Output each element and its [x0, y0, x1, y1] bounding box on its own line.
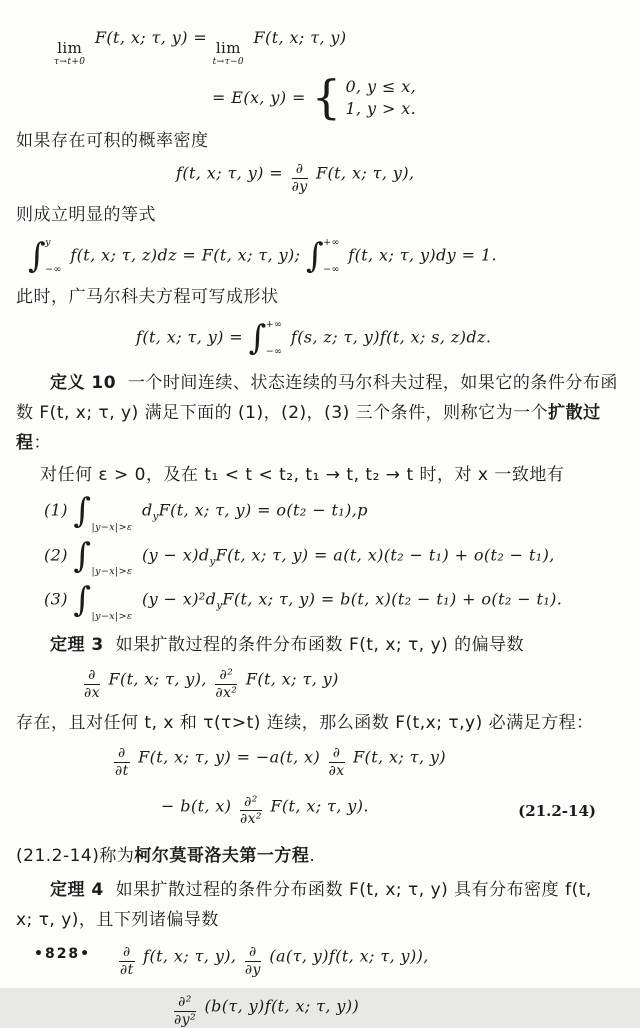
integral-domain: |y−x|>ε — [91, 521, 133, 533]
identity-body-1: f(t, x; τ, z)dz = F(t, x; τ, y); — [70, 245, 306, 265]
definition-10-line1 — [16, 368, 622, 398]
integral — [73, 491, 92, 532]
identity-body-2: f(t, x; τ, y)dy = 1. — [348, 245, 497, 265]
integral — [73, 535, 92, 576]
theorem-4-label: 定理 4 — [50, 880, 104, 900]
upper-limit: +∞ — [323, 237, 340, 249]
lower-limit: −∞ — [45, 264, 62, 276]
condition-3 — [44, 580, 622, 622]
kolmogorov-segment: F(t, x; τ, y) — [353, 747, 446, 767]
definition-10-text: 数 F(t, x; τ, y) 满足下面的 (1)，(2)，(3) 三个条件，则称它为一个 — [16, 403, 549, 424]
page-number: •828• — [34, 946, 92, 962]
fraction-denominator: ∂x — [328, 762, 345, 779]
partial-fraction — [329, 746, 345, 778]
paragraph-uniform-condition: 对任何 ε > 0，及在 t₁ < t < t₂, t₁ → t, t₂ → t 时，对 x 一致地有 — [40, 465, 565, 486]
condition-label: (2) — [44, 545, 68, 565]
lim-subscript: t→τ−0 — [212, 57, 245, 67]
partial-fraction — [114, 746, 130, 778]
fraction-denominator: ∂x² — [215, 684, 238, 701]
chapman-rhs: f(s, z; τ, y)f(t, x; s, z)dz. — [290, 327, 492, 347]
fraction-numerator: ∂ — [114, 746, 130, 763]
derivative-segment: f(t, x; τ, y), — [143, 946, 242, 966]
kolmogorov-first-equation-term: 柯尔莫哥洛夫第一方程 — [134, 846, 310, 866]
integral-sign: ∫ — [248, 318, 267, 359]
integral-limits — [323, 236, 340, 276]
left-brace: { — [311, 69, 342, 124]
partial-fraction — [84, 668, 100, 700]
chapman-lhs: f(t, x; τ, y) = — [136, 327, 249, 347]
lim-word: lim — [215, 39, 241, 57]
theorem-3-text: 如果扩散过程的条件分布函数 F(t, x; τ, y) 的偏导数 — [115, 634, 525, 655]
condition-body: F(t, x; τ, y) = a(t, x)(t₂ − t₁) + o(t₂ − t₁), — [215, 545, 555, 565]
definition-10-line3 — [16, 428, 622, 458]
kolmogorov-segment: F(t, x; τ, y). — [270, 796, 369, 816]
fraction-numerator: ∂² — [174, 995, 196, 1012]
partial-fraction — [215, 668, 237, 700]
equation-number: (21.2-14) — [518, 801, 596, 820]
differential-subscript: y — [209, 556, 216, 568]
fraction-denominator: ∂t — [114, 762, 129, 779]
condition-1 — [44, 491, 622, 533]
limit-equation-tail: F(t, x; τ, y) — [253, 28, 347, 47]
limit-operator — [54, 41, 85, 67]
integral-sign: ∫ — [73, 491, 92, 532]
paragraph-first-equation-name — [16, 841, 622, 871]
lower-limit: −∞ — [265, 346, 283, 358]
first-equation-pre: (21.2-14)称为 — [16, 846, 135, 866]
paragraph-exists: 存在，且对任何 t, x 和 τ(τ>t) 连续，那么函数 F(t,x; τ,y) 必满足方程： — [16, 713, 594, 734]
condition-body: F(t, x; τ, y) = b(t, x)(t₂ − t₁) + o(t₂ − t₁). — [222, 589, 563, 609]
paragraph-density-intro: 如果存在可积的概率密度 — [16, 131, 209, 151]
fraction-numerator: ∂ — [119, 945, 135, 962]
kolmogorov-segment: F(t, x; τ, y) = −a(t, x) — [138, 747, 326, 767]
fraction-numerator: ∂ — [245, 945, 261, 962]
integral-limits — [266, 318, 283, 358]
definition-10-label: 定义 10 — [50, 373, 117, 394]
partial-fraction — [240, 795, 262, 827]
integral-domain: |y−x|>ε — [91, 610, 133, 622]
fraction-denominator: ∂y² — [174, 1012, 196, 1028]
integral — [249, 318, 283, 358]
integral-1 — [28, 236, 62, 276]
cases-expression — [212, 69, 417, 124]
integral-limits — [45, 236, 62, 276]
theorem-4-derivatives-line2 — [171, 995, 622, 1027]
diffusion-process-term: 程 — [16, 433, 34, 454]
lim-subscript: τ→t+0 — [54, 57, 86, 67]
paragraph-identity-intro: 则成立明显的等式 — [16, 205, 156, 226]
theorem-4-line2: x; τ, y)，且下列诸偏导数 — [16, 910, 219, 930]
integral-domain: |y−x|>ε — [91, 566, 133, 578]
integral-sign: ∫ — [28, 236, 47, 277]
condition-integrand: (y − x)²d — [136, 589, 217, 609]
fraction-denominator: ∂t — [119, 961, 134, 978]
limit-equation-middle: F(t, x; τ, y) = — [94, 28, 213, 47]
theorem-3 — [16, 630, 622, 660]
condition-2 — [44, 535, 622, 578]
upper-limit: y — [45, 237, 51, 249]
fraction-denominator: ∂x² — [239, 811, 262, 828]
kolmogorov-line2-formula — [161, 795, 369, 827]
partial-fraction — [292, 162, 308, 194]
theorem-4-derivatives-line1 — [116, 945, 622, 977]
chapman-equation — [136, 318, 622, 358]
step-function-cases — [212, 69, 622, 124]
condition-body: F(t, x; τ, y) = o(t₂ − t₁),p — [158, 500, 368, 520]
integral-sign: ∫ — [73, 535, 92, 576]
condition-integrand: (y − x)d — [136, 545, 210, 565]
fraction-numerator: ∂² — [215, 668, 237, 685]
fraction-denominator: ∂y — [244, 961, 261, 978]
density-lhs: f(t, x; τ, y) = — [176, 163, 289, 183]
definition-10-line2 — [16, 398, 622, 428]
kolmogorov-segment: − b(t, x) — [161, 796, 237, 816]
cases-lhs: = E(x, y) = — [212, 88, 306, 107]
integral-sign: ∫ — [73, 580, 92, 621]
partial-fraction — [245, 945, 261, 977]
differential-subscript: y — [152, 512, 159, 524]
integral — [73, 580, 92, 621]
integral-2 — [306, 236, 340, 276]
limit-operator — [213, 41, 244, 67]
theorem-4-line1 — [16, 875, 622, 905]
partial-derivatives — [81, 668, 622, 700]
first-equation-post: . — [309, 846, 316, 866]
case-rows — [345, 77, 416, 118]
fraction-numerator: ∂ — [329, 746, 345, 763]
lower-limit: −∞ — [323, 264, 340, 276]
fraction-numerator: ∂² — [240, 795, 262, 812]
limit-equation — [54, 28, 622, 67]
definition-10-text: ： — [33, 433, 51, 454]
theorem-4-text: 如果扩散过程的条件分布函数 F(t, x; τ, y) 具有分布密度 f(t, — [115, 880, 592, 900]
upper-limit: +∞ — [265, 319, 283, 331]
kolmogorov-equation-line2 — [16, 795, 622, 827]
paragraph-chapman-intro: 此时，广马尔科夫方程可写成形状 — [16, 287, 279, 308]
case-row-2: 1, y > x. — [345, 99, 417, 118]
differential-subscript: y — [216, 601, 223, 613]
fraction-numerator: ∂ — [292, 162, 308, 179]
partials-middle: F(t, x; τ, y), — [108, 669, 213, 689]
derivative-segment: (b(τ, y)f(t, x; τ, y)) — [204, 997, 360, 1017]
definition-10-text: 一个时间连续、状态连续的马尔科夫过程，如果它的条件分布函 — [127, 373, 618, 394]
density-rhs: F(t, x; τ, y), — [316, 163, 415, 183]
theorem-3-label: 定理 3 — [50, 634, 104, 655]
case-row-1: 0, y ≤ x, — [345, 77, 417, 96]
condition-integrand: d — [136, 500, 153, 520]
integral-sign: ∫ — [305, 236, 325, 277]
condition-label: (1) — [44, 500, 68, 520]
kolmogorov-equation-line1 — [111, 746, 622, 778]
partial-fraction — [119, 945, 135, 977]
fraction-denominator: ∂x — [84, 684, 100, 701]
integral-identities — [28, 236, 622, 276]
diffusion-process-term: 扩散过 — [548, 403, 601, 424]
fraction-numerator: ∂ — [84, 668, 100, 685]
derivative-segment: (a(τ, y)f(t, x; τ, y)), — [269, 946, 429, 966]
fraction-denominator: ∂y — [291, 178, 308, 195]
density-equation — [176, 162, 622, 194]
condition-label: (3) — [44, 589, 68, 609]
partials-tail: F(t, x; τ, y) — [245, 669, 339, 689]
partial-fraction — [174, 995, 196, 1027]
lim-word: lim — [57, 39, 83, 57]
